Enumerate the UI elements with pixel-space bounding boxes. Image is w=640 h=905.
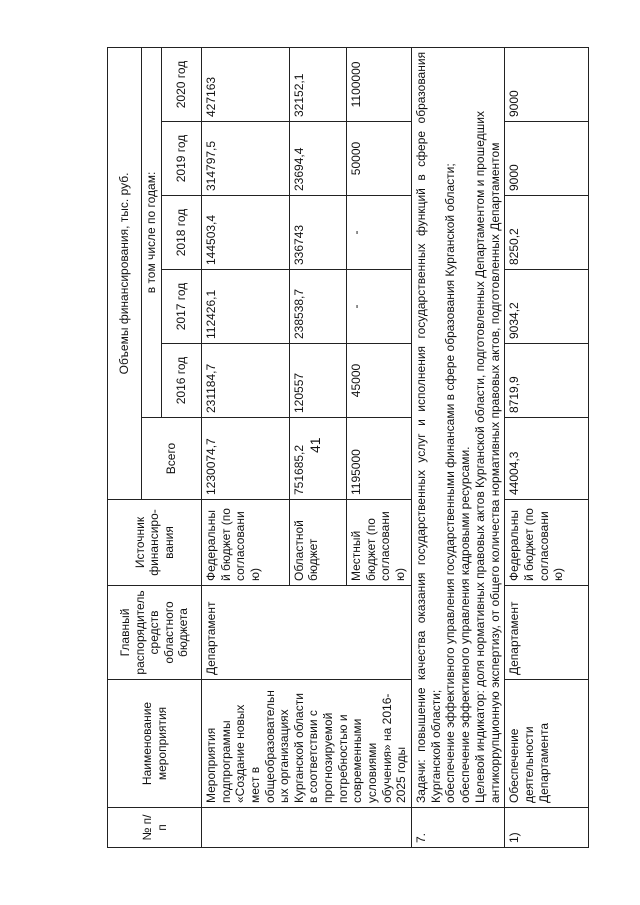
- year-cell: 238538,7: [289, 270, 346, 344]
- year-cell: 1100000: [346, 47, 411, 121]
- year-cell: 9000: [505, 47, 589, 121]
- header-num: № п/п: [108, 808, 202, 848]
- year-cell: 8250,2: [505, 196, 589, 270]
- header-source: Источник финансиро-вания: [108, 500, 202, 586]
- section-text: [411, 47, 505, 807]
- total-cell: 1230074,7: [202, 418, 290, 500]
- header-year: 2019 год: [162, 122, 202, 196]
- header-total: Всего: [142, 418, 202, 500]
- source-cell: Областной бюджет: [289, 500, 346, 586]
- year-cell: 120557: [289, 344, 346, 418]
- measure-manager: Департамент: [202, 586, 412, 680]
- table-row: [505, 47, 589, 847]
- total-cell: 751685,2: [289, 418, 346, 500]
- header-year: 2018 год: [162, 196, 202, 270]
- year-cell: 32152,1: [289, 47, 346, 121]
- year-cell: 9000: [505, 122, 589, 196]
- year-cell: 336743: [289, 196, 346, 270]
- source-cell: Федеральный бюджет (по согласованию): [202, 500, 290, 586]
- item-num: 1): [505, 808, 589, 848]
- indicator-line: Целевой индикатор: доля нормативных правовых актов Курганской области, подготовленных Департаментом и прошедших антикоррупционную экспертизу, от общего количества нормативных правовых актов, подготовленных Департаментом: [472, 111, 502, 803]
- section-num: 7.: [411, 808, 505, 848]
- task-line: обеспечение эффективного управления государственными финансами в сфере образования Курганской области;: [443, 163, 458, 803]
- rotated-page-content: [107, 48, 566, 848]
- year-cell: 144503,4: [202, 196, 290, 270]
- item-manager: Департамент: [505, 586, 589, 680]
- year-cell: 45000: [346, 344, 411, 418]
- source-cell: Местный бюджет (по согласованию): [346, 500, 411, 586]
- page-number: 41: [307, 437, 323, 453]
- year-cell: -: [346, 196, 411, 270]
- financing-table: [107, 47, 589, 848]
- year-cell: 50000: [346, 122, 411, 196]
- section-row: [411, 47, 505, 847]
- measure-name: Мероприятия подпрограммы «Создание новых мест в общеобразовательных организациях Курганской области в соответствии с прогнозируемой потребностью и современными условиями обучения» на 2016-2025 годы: [202, 680, 412, 808]
- measure-num-cell: [202, 808, 412, 848]
- year-cell: -: [346, 270, 411, 344]
- year-cell: 8719,9: [505, 344, 589, 418]
- table-row: [202, 47, 290, 847]
- task-line: Задачи: повышение качества оказания государственных услуг и исполнения государственных функций в сфере образования Курганской области;: [413, 51, 443, 803]
- total-cell: 44004,3: [505, 418, 589, 500]
- header-year: 2020 год: [162, 47, 202, 121]
- year-cell: 9034,2: [505, 270, 589, 344]
- year-cell: 112426,1: [202, 270, 290, 344]
- year-cell: 427163: [202, 47, 290, 121]
- header-volumes: Объемы финансирования, тыс. руб.: [108, 47, 142, 499]
- header-year: 2017 год: [162, 270, 202, 344]
- year-cell: 23694,4: [289, 122, 346, 196]
- header-by-years: в том числе по годам:: [142, 47, 162, 417]
- header-manager: Главный распорядитель средств областного бюджета: [108, 586, 202, 680]
- year-cell: 231184,7: [202, 344, 290, 418]
- task-line: обеспечение эффективного управления кадровыми ресурсами.: [458, 446, 472, 803]
- year-cell: 314797,5: [202, 122, 290, 196]
- item-name: Обеспечение деятельности Департамента: [505, 680, 589, 808]
- header-year: 2016 год: [162, 344, 202, 418]
- header-name: Наименование мероприятия: [108, 680, 202, 808]
- source-cell: Федеральный бюджет (по согласованию): [505, 500, 589, 586]
- total-cell: 1195000: [346, 418, 411, 500]
